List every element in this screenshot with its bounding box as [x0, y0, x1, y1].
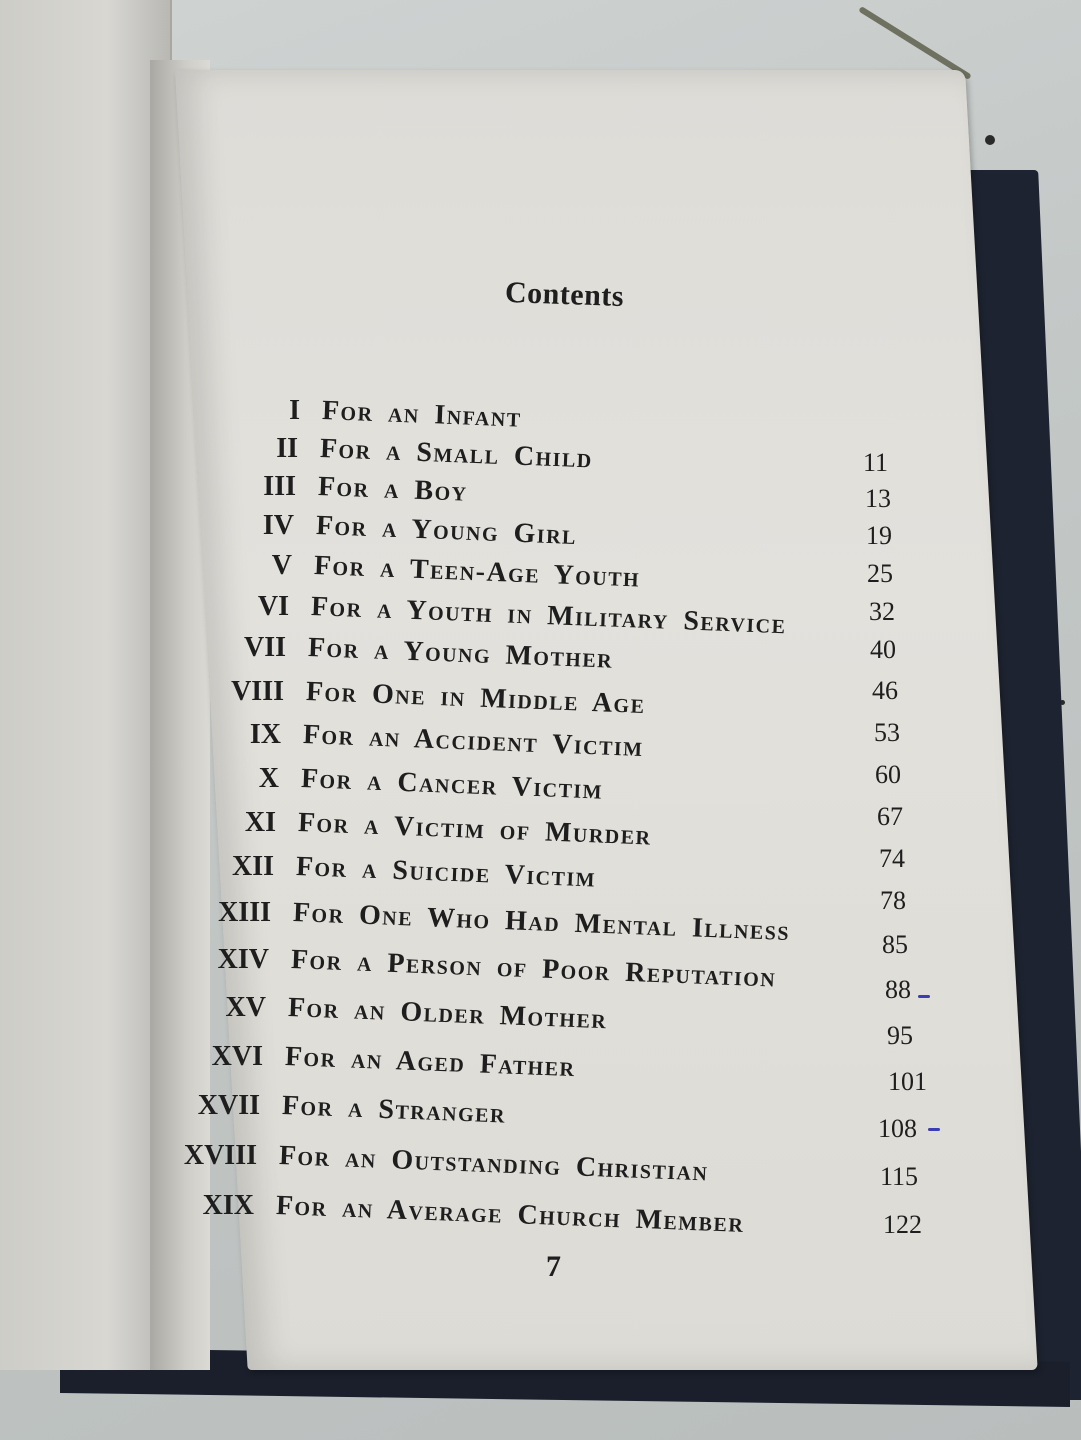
- toc-entry: [176, 510, 936, 550]
- toc-entry: [156, 851, 916, 894]
- toc-title: For One Who Had Mental Illness: [292, 897, 791, 948]
- toc-numeral: IV: [262, 510, 294, 541]
- toc-page-number: 101: [888, 1067, 927, 1096]
- toc-page-number: 74: [879, 844, 905, 873]
- toc-numeral: XII: [231, 851, 274, 882]
- toc-page-number: 60: [875, 760, 901, 789]
- toc-entry: [166, 676, 926, 721]
- toc-numeral: XIII: [218, 897, 271, 928]
- toc-page-number: 19: [866, 521, 892, 550]
- toc-entry: [142, 1090, 902, 1130]
- toc-page-number: 53: [874, 718, 900, 747]
- toc-entry: [145, 1041, 905, 1084]
- toc-page-number: 122: [883, 1210, 922, 1239]
- toc-numeral: V: [271, 550, 292, 581]
- toc-title: For a Small Child: [319, 433, 594, 475]
- toc-page-number: 88: [885, 975, 911, 1004]
- toc-title: For a Young Mother: [307, 632, 614, 675]
- toc-entry: [148, 992, 908, 1036]
- toc-entry: [139, 1140, 899, 1188]
- toc-page-number: 108: [878, 1114, 917, 1143]
- toc-numeral: XVIII: [183, 1140, 257, 1171]
- toc-page-number: 115: [880, 1162, 919, 1191]
- toc-title: For an Outstanding Christian: [278, 1140, 710, 1188]
- toc-title: For a Person of Poor Reputation: [290, 944, 777, 994]
- toc-title: For a Stranger: [281, 1090, 507, 1130]
- toc-page-number: 11: [863, 448, 889, 477]
- toc-numeral: VIII: [231, 676, 284, 707]
- toc-entry: [182, 395, 942, 435]
- toc-entry: [168, 632, 928, 675]
- toc-numeral: X: [258, 763, 279, 794]
- toc-title: For an Aged Father: [284, 1041, 577, 1084]
- toc-page-number: 32: [869, 597, 895, 626]
- toc-entry: [178, 471, 938, 511]
- toc-title: For a Victim of Murder: [297, 807, 653, 852]
- pen-mark: [928, 1128, 940, 1131]
- page-title: Contents: [504, 275, 625, 314]
- toc-page-number: 78: [880, 886, 906, 915]
- toc-numeral: I: [289, 395, 300, 426]
- toc-title: For an Older Mother: [287, 992, 608, 1036]
- toc-page-number: 40: [870, 635, 896, 664]
- toc-numeral: XVI: [211, 1041, 263, 1072]
- toc-title: For an Average Church Member: [275, 1190, 745, 1239]
- toc-title: For One in Middle Age: [305, 676, 647, 721]
- page-folio: 7: [546, 1250, 561, 1283]
- toc-numeral: XVII: [197, 1090, 260, 1121]
- toc-page-number: 85: [882, 930, 908, 959]
- toc-entry: [158, 807, 918, 852]
- toc-entry: [174, 550, 934, 594]
- pen-mark: [918, 995, 930, 998]
- toc-title: For a Boy: [317, 471, 469, 508]
- toc-page-number: 13: [865, 484, 891, 513]
- toc-entry: [161, 763, 921, 806]
- toc-title: For a Cancer Victim: [300, 763, 604, 806]
- toc-entry: [171, 591, 931, 641]
- toc-title: For an Infant: [321, 395, 523, 434]
- toc-numeral: XV: [225, 992, 266, 1023]
- toc-numeral: IX: [249, 719, 281, 750]
- toc-title: For a Teen-Age Youth: [313, 550, 641, 594]
- toc-page-number: 67: [877, 802, 903, 831]
- toc-numeral: VII: [243, 632, 286, 663]
- toc-numeral: III: [263, 471, 296, 502]
- toc-numeral: VI: [257, 591, 289, 622]
- toc-page-number: 46: [872, 676, 898, 705]
- toc-page-number: 25: [867, 559, 893, 588]
- toc-numeral: XIV: [217, 944, 269, 975]
- toc-numeral: XI: [244, 807, 276, 838]
- toc-title: For a Young Girl: [315, 510, 578, 552]
- toc-entry: [136, 1190, 896, 1239]
- toc-title: For a Suicide Victim: [295, 851, 597, 894]
- toc-title: For an Accident Victim: [302, 719, 645, 764]
- toc-page-number: 95: [887, 1021, 913, 1050]
- toc-numeral: II: [276, 433, 298, 464]
- toc-entry: [163, 719, 923, 764]
- toc-entry: [180, 433, 940, 473]
- toc-numeral: XIX: [202, 1190, 254, 1221]
- toc-title: For a Youth in Military Service: [310, 591, 788, 641]
